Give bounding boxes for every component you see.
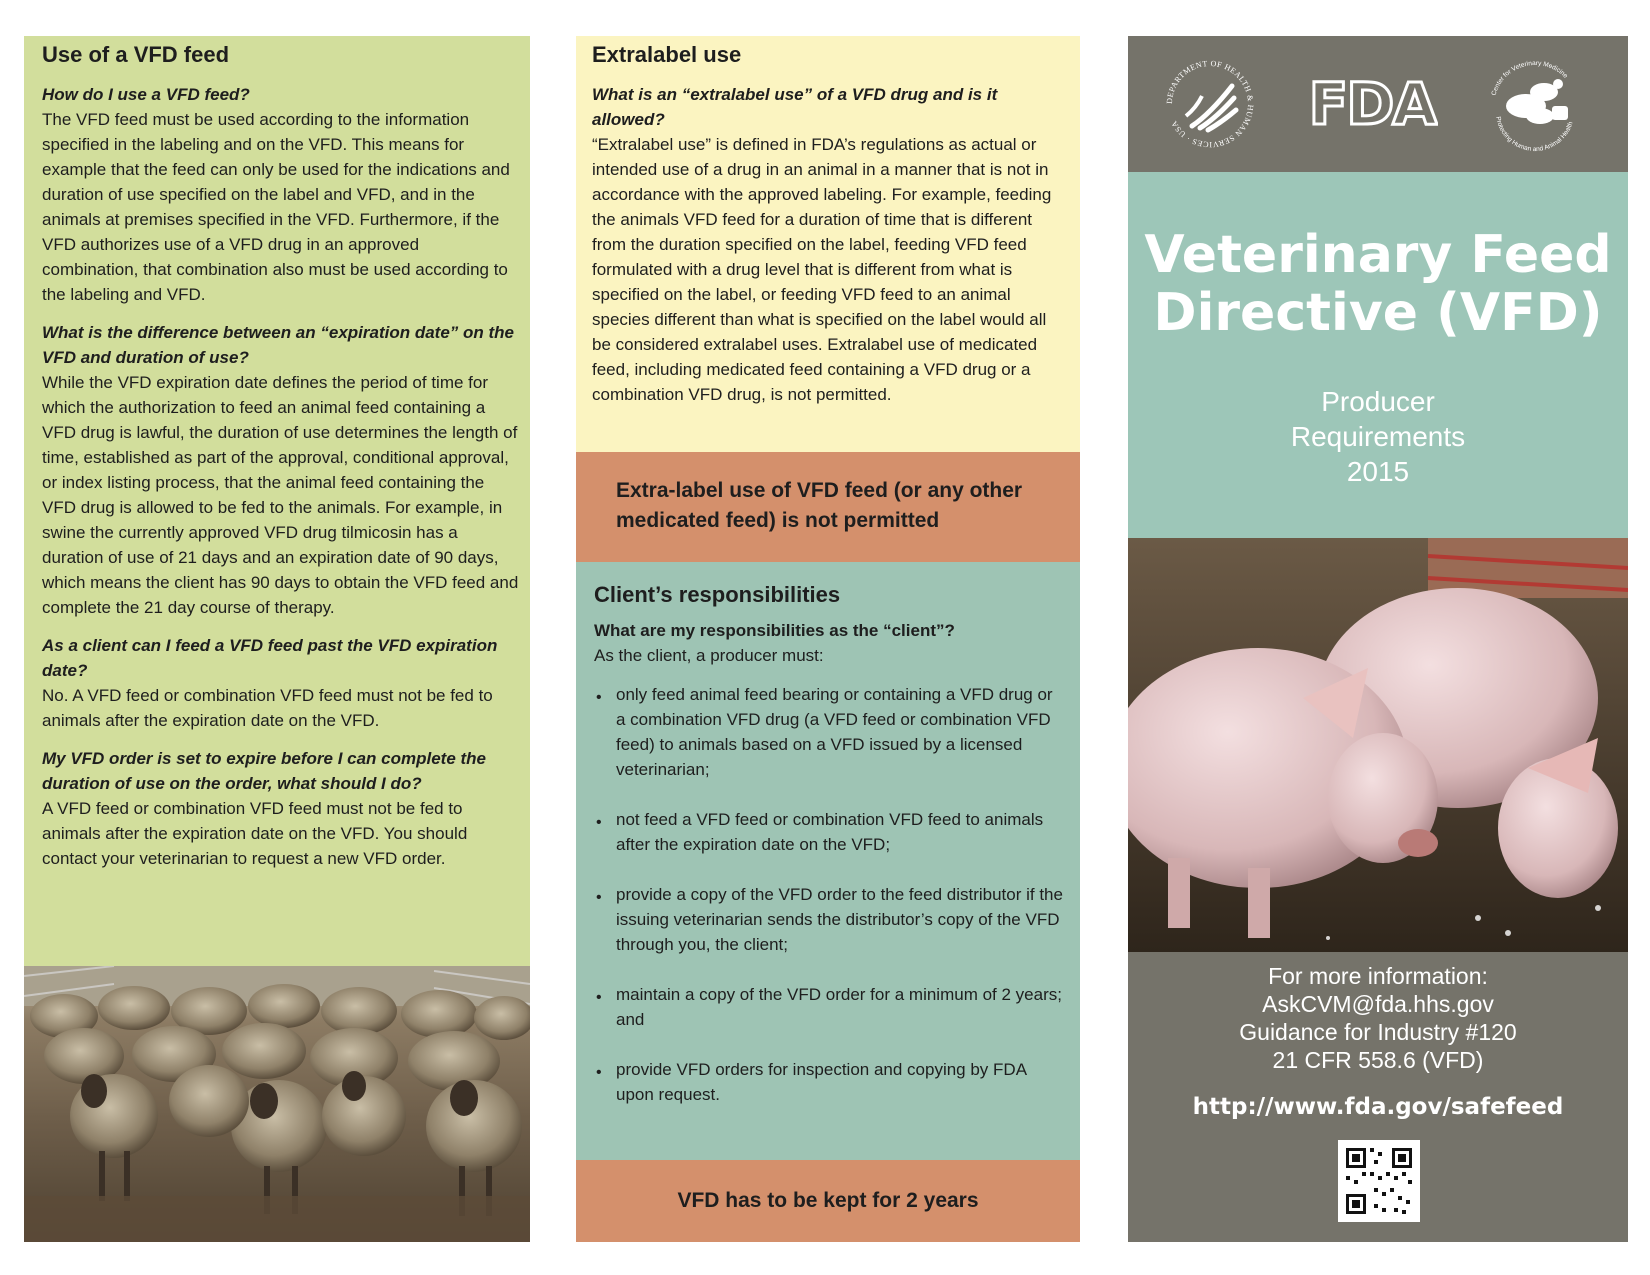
use-of-vfd-feed-panel <box>24 36 530 966</box>
question: How do I use a VFD feed? <box>42 85 250 105</box>
record-keeping-box <box>576 1160 1080 1242</box>
answer: While the VFD expiration date defines the period of time for which the authorization to feed an animal feed containing a VFD drug is lawful, the duration of use determines the length of time, established as part of the approval, conditional approval, or index listing process, that the animal feed containing the VFD drug is allowed to be fed to the animals. For example, in swine the currently approved VFD drug tilmicosin has a duration of use of 21 days and an expiration date of 90 days, which means the client has 90 days to obtain the VFD feed and complete the 21 day course of therapy. <box>42 373 519 618</box>
list-item-text: not feed a VFD feed or combination VFD feed to animals after the expiration date on the VFD; <box>616 810 1044 855</box>
list-item-text: maintain a copy of the VFD order for a minimum of 2 years; and <box>616 985 1062 1030</box>
bullet-icon: • <box>596 814 602 832</box>
cover-title-panel <box>1128 172 1628 538</box>
subtitle-line: Requirements <box>1290 421 1466 452</box>
list-item <box>594 882 1066 957</box>
intro-text: As the client, a producer must: <box>594 646 824 666</box>
list-item <box>594 682 1066 782</box>
subtitle-line: Producer <box>1321 386 1435 417</box>
info-email: AskCVM@fda.hhs.gov <box>1262 991 1494 1017</box>
answer: “Extralabel use” is defined in FDA’s regulations as actual or intended use of a drug in an animal in a manner that is not in accordance with the approved labeling. For example, feeding the animals VFD feed for a duration of time that is different from the duration specified on the label, feeding VFD feed formulated with a drug level that is different from what is specified on the label, or feeding VFD feed to an animal species different than what is specified on the label would all be considered extralabel uses. Extralabel use of medicated feed, including medicated feed containing a VFD drug or a combination VFD drug, is not permitted. <box>592 135 1052 405</box>
question: What is an “extralabel use” of a VFD drug and is it allowed? <box>592 85 998 130</box>
hhs-eagle-icon <box>1162 56 1258 152</box>
list-item-text: provide a copy of the VFD order to the feed distributor if the issuing veterinarian sends the distributor’s copy of the VFD through you, the client; <box>616 885 1063 955</box>
list-item <box>594 1057 1066 1107</box>
warning-text: Extra-label use of VFD feed (or any other medicated feed) is not permitted <box>616 479 1023 532</box>
info-cfr: 21 CFR 558.6 (VFD) <box>1272 1047 1484 1073</box>
bullet-icon: • <box>596 689 602 707</box>
qa-item <box>42 746 530 871</box>
bullet-icon: • <box>596 989 602 1007</box>
bullet-icon: • <box>596 889 602 907</box>
qr-code-icon[interactable] <box>1338 1140 1420 1222</box>
bullet-icon: • <box>596 1064 602 1082</box>
cover-subtitle <box>1128 384 1628 489</box>
keep-notice-text: VFD has to be kept for 2 years <box>677 1189 979 1212</box>
list-item-text: only feed animal feed bearing or containing a VFD drug or a combination VFD drug (a VFD feed or combination VFD feed) to animals based on a VFD issued by a licensed veterinarian; <box>616 685 1053 780</box>
section-title: Use of a VFD feed <box>42 42 230 67</box>
fda-logo-icon <box>1306 66 1438 136</box>
cvm-animals-icon <box>1482 50 1588 156</box>
extralabel-use-panel <box>576 36 1080 452</box>
svg-text:DEPARTMENT OF HEALTH & HUMAN S <box>1165 59 1255 149</box>
list-item <box>594 807 1066 857</box>
extralabel-warning-box <box>576 452 1080 562</box>
qa-item <box>42 320 530 620</box>
cvm-bottom-text: Protecting Human and Animal Health <box>1494 115 1575 154</box>
cover-title <box>1128 226 1628 342</box>
question: As a client can I feed a VFD feed past the VFD expiration date? <box>42 636 498 681</box>
qa-item <box>42 633 530 733</box>
pigs-photo <box>1128 538 1628 952</box>
question: My VFD order is set to expire before I can complete the duration of use on the order, what should I do? <box>42 749 487 794</box>
answer: No. A VFD feed or combination VFD feed must not be fed to animals after the expiration date on the VFD. <box>42 686 493 731</box>
info-guidance: Guidance for Industry #120 <box>1239 1019 1517 1045</box>
info-heading: For more information: <box>1268 963 1488 989</box>
client-responsibilities-panel <box>576 562 1080 1160</box>
cover-title-line: Veterinary Feed <box>1144 225 1612 285</box>
more-information-panel <box>1128 952 1628 1242</box>
agency-logo-bar <box>1128 36 1628 172</box>
section-title: Client’s responsibilities <box>594 582 841 607</box>
question: What are my responsibilities as the “client”? <box>594 621 955 641</box>
qa-item <box>42 82 530 307</box>
question: What is the difference between an “expiration date” on the VFD and duration of use? <box>42 323 514 368</box>
fda-logo-text: FDA <box>1308 70 1436 136</box>
list-item-text: provide VFD orders for inspection and copying by FDA upon request. <box>616 1060 1027 1105</box>
sheep-flock-photo <box>24 966 530 1242</box>
cover-title-line: Directive (VFD) <box>1153 283 1603 343</box>
answer: The VFD feed must be used according to the information specified in the labeling and on the VFD. This means for example that the feed can only be used for the indications and duration of use specified on the label and VFD, and in the animals at premises specified in the VFD. Furthermore, if the VFD authorizes use of a VFD drug in an approved combination, that combination also must be used according to the labeling and VFD. <box>42 110 510 305</box>
section-title: Extralabel use <box>592 42 742 67</box>
list-item <box>594 982 1066 1032</box>
hhs-ring-text: DEPARTMENT OF HEALTH & HUMAN SERVICES · USA <box>1164 58 1256 150</box>
cover-year: 2015 <box>1346 456 1410 487</box>
answer: A VFD feed or combination VFD feed must not be fed to animals after the expiration date on the VFD. You should contact your veterinarian to request a new VFD order. <box>42 799 468 869</box>
cvm-top-text: Center for Veterinary Medicine <box>1490 59 1569 97</box>
responsibilities-list <box>594 682 1064 1107</box>
safefeed-url[interactable]: http://www.fda.gov/safefeed <box>1192 1094 1564 1120</box>
